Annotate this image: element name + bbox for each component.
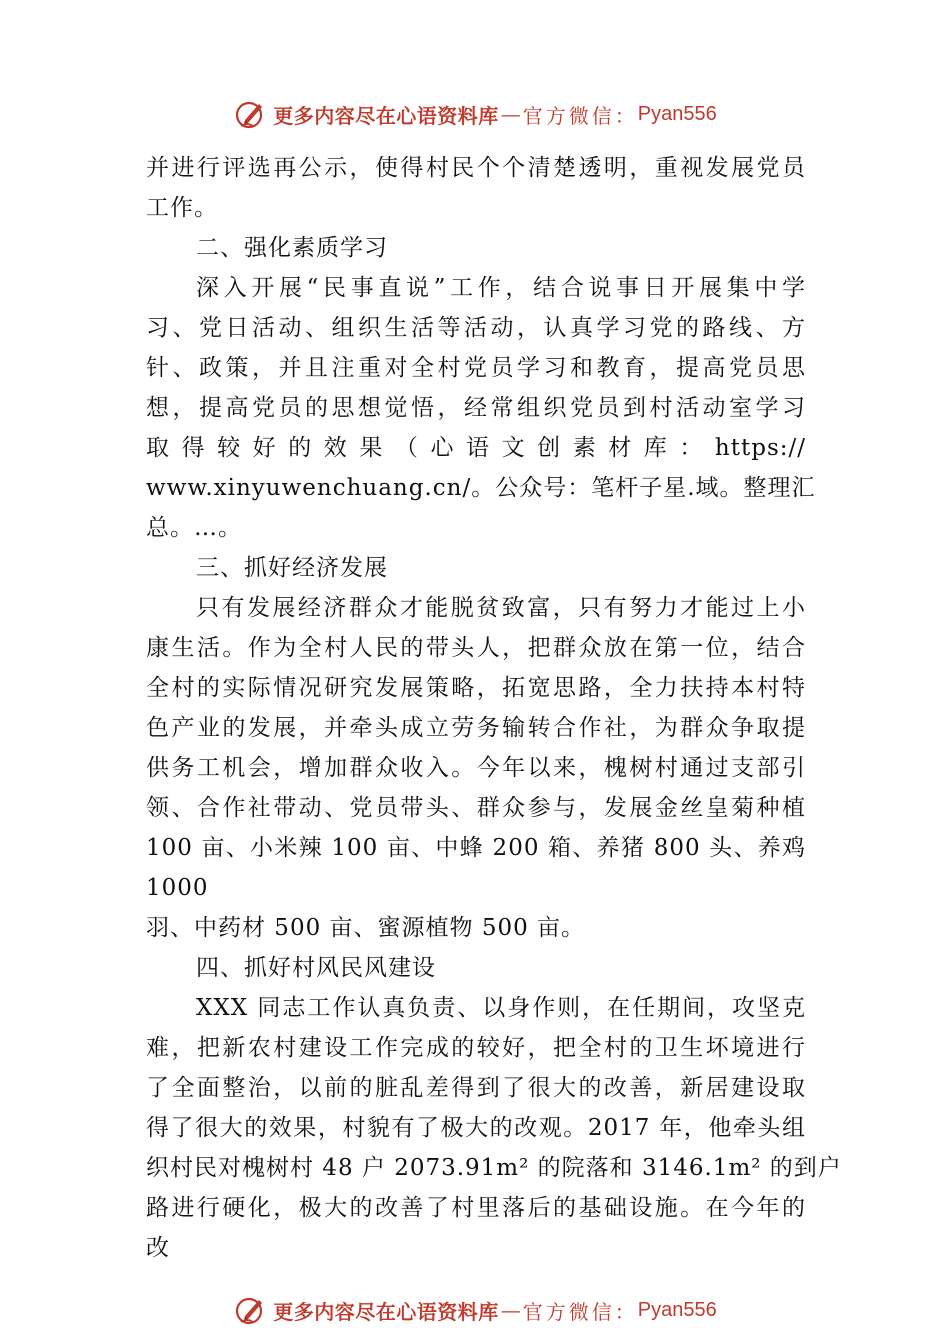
pen-logo-icon [233,96,269,132]
paragraph-line: 供务工机会，增加群众收入。今年以来，槐树村通过支部引 [146,755,806,781]
paragraph-line: 得了很大的效果，村貌有了极大的改观。2017 年，他牵头组 [146,1115,806,1141]
paragraph-line: 针、政策，并且注重对全村党员学习和教育，提高党员思 [146,355,806,381]
watermark-wechat-id: Pyan556 [637,102,717,125]
paragraph-line: 全村的实际情况研究发展策略，拓宽思路，全力扶持本村特 [146,675,806,701]
watermark-brand: 更多内容尽在心语资料库 [273,103,499,128]
pen-logo-icon [233,1292,269,1328]
watermark-footer [0,1290,950,1330]
paragraph-line: www.xinyuwenchuang.cn/。公众号：笔杆子星.域。整理汇 [146,475,816,501]
paragraph-line: 并进行评选再公示，使得村民个个清楚透明，重视发展党员 [146,155,806,181]
paragraph-line: 了全面整治，以前的脏乱差得到了很大的改善，新居建设取 [146,1075,806,1101]
watermark-wechat-id: Pyan556 [637,1298,717,1321]
paragraph-line: 只有发展经济群众才能脱贫致富，只有努力才能过上小 [196,595,806,621]
paragraph-line: 康生活。作为全村人民的带头人，把群众放在第一位，结合 [146,635,806,661]
section-heading: 三、抓好经济发展 [196,555,388,581]
paragraph-line: 工作。 [146,195,218,221]
document-body [146,148,842,1268]
watermark-wechat-label: 官方微信： [522,103,638,128]
paragraph-line: 1000 [146,875,209,901]
watermark-dash: — [500,1298,521,1322]
paragraph-line: XXX 同志工作认真负责、以身作则，在任期间，攻坚克 [196,995,806,1021]
paragraph-line: 取得较好的效果（心语文创素材库：https:// [146,435,806,461]
watermark-wechat-label: 官方微信： [522,1299,638,1324]
paragraph-line: 100 亩、小米辣 100 亩、中蜂 200 箱、养猪 800 头、养鸡 [146,835,806,861]
watermark-brand: 更多内容尽在心语资料库 [273,1299,499,1324]
paragraph-line: 想，提高党员的思想觉悟，经常组织党员到村活动室学习 [146,395,806,421]
paragraph-line: 羽、中药材 500 亩、蜜源植物 500 亩。 [146,915,586,941]
section-heading: 二、强化素质学习 [196,235,388,261]
paragraph-line: 织村民对槐树村 48 户 2073.91m² 的院落和 3146.1m² 的到户 [146,1155,842,1181]
paragraph-line: 难，把新农村建设工作完成的较好，把全村的卫生坏境进行 [146,1035,806,1061]
paragraph-line: 路进行硬化，极大的改善了村里落后的基础设施。在今年的 [146,1195,806,1221]
paragraph-line: 习、党日活动、组织生活等活动，认真学习党的路线、方 [146,315,806,341]
paragraph-line: 领、合作社带动、党员带头、群众参与，发展金丝皇菊种植 [146,795,806,821]
paragraph-line: 总。…。 [146,515,242,541]
paragraph-line: 深入开展“民事直说”工作，结合说事日开展集中学 [196,275,806,301]
watermark-header [0,94,950,134]
watermark-dash: — [500,102,521,126]
section-heading: 四、抓好村风民风建设 [196,955,436,981]
paragraph-line: 色产业的发展，并牵头成立劳务输转合作社，为群众争取提 [146,715,806,741]
paragraph-line: 改 [146,1235,170,1261]
